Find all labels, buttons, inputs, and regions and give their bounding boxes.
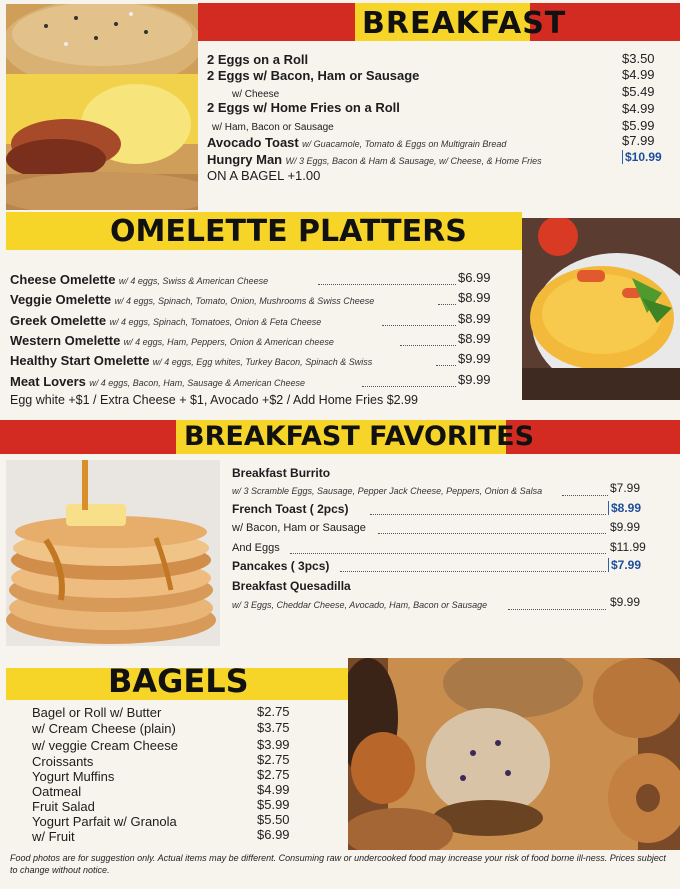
leader-dots bbox=[508, 609, 606, 610]
leader-dots bbox=[378, 533, 606, 534]
list-item bbox=[10, 374, 305, 389]
item-name: Hungry Man bbox=[207, 152, 283, 167]
price: $5.50 bbox=[257, 812, 290, 827]
list-item: 2 Eggs on a Roll bbox=[207, 52, 309, 67]
leader-dots bbox=[438, 304, 456, 305]
price: $9.99 bbox=[458, 351, 491, 366]
list-item bbox=[207, 135, 506, 150]
omelette-title: OMELETTE PLATTERS bbox=[110, 214, 467, 249]
price: $4.99 bbox=[622, 67, 655, 82]
leader-dots bbox=[362, 386, 456, 387]
item-name: Cheese Omelette bbox=[10, 272, 116, 287]
list-item: w/ 3 Eggs, Cheddar Cheese, Avocado, Ham, Bacon or Sausage bbox=[232, 600, 488, 610]
list-item bbox=[10, 333, 334, 348]
leader-dots bbox=[436, 365, 456, 366]
price: $9.99 bbox=[610, 595, 641, 609]
list-item: Yogurt Muffins bbox=[32, 769, 115, 784]
item-detail: w/ 4 eggs, Bacon, Ham, Sausage & American Cheese bbox=[89, 378, 305, 388]
list-item: w/ Cheese bbox=[232, 89, 280, 100]
price: $3.75 bbox=[257, 720, 290, 735]
list-item: Yogurt Parfait w/ Granola bbox=[32, 814, 177, 829]
price: $2.75 bbox=[257, 767, 290, 782]
breakfast-title: BREAKFAST bbox=[362, 6, 567, 41]
list-item: w/ Fruit bbox=[32, 829, 75, 844]
leader-dots bbox=[318, 284, 456, 285]
list-item: Breakfast Burrito bbox=[232, 466, 331, 480]
leader-dots bbox=[370, 514, 606, 515]
list-item: w/ Bacon, Ham or Sausage bbox=[232, 522, 366, 534]
item-name: Avocado Toast bbox=[207, 135, 299, 150]
price: $3.50 bbox=[622, 51, 655, 66]
item-detail: w/ 4 eggs, Swiss & American Cheese bbox=[118, 276, 269, 286]
price: $7.99 bbox=[610, 481, 641, 495]
price: $11.99 bbox=[610, 540, 646, 554]
disclaimer: Food photos are for suggestion only. Actual items may be different. Consuming raw or undercooked food may increase your risk of food borne ill-ness. Prices subject to change without notice. bbox=[10, 853, 666, 875]
price: $9.99 bbox=[610, 520, 641, 534]
price: $5.49 bbox=[622, 84, 655, 99]
bagels-title: BAGELS bbox=[108, 662, 249, 700]
item-detail: w/ 4 eggs, Ham, Peppers, Onion & American cheese bbox=[123, 337, 334, 347]
price: $8.99 bbox=[608, 501, 641, 515]
list-item: Pancakes ( 3pcs) bbox=[232, 559, 330, 573]
list-item bbox=[10, 272, 268, 287]
item-detail: w/ 4 eggs, Spinach, Tomatoes, Onion & Feta Cheese bbox=[109, 317, 322, 327]
list-item bbox=[10, 313, 321, 328]
item-detail: w/ 4 eggs, Spinach, Tomato, Onion, Mushrooms & Swiss Cheese bbox=[114, 296, 375, 306]
item-detail: W/ 3 Eggs, Bacon & Ham & Sausage, w/ Cheese, & Home Fries bbox=[285, 156, 542, 166]
price: $7.99 bbox=[622, 133, 655, 148]
leader-dots bbox=[562, 495, 608, 496]
price: $5.99 bbox=[622, 118, 655, 133]
bagel-note: ON A BAGEL +1.00 bbox=[207, 168, 321, 183]
egg-sandwich-photo bbox=[6, 4, 198, 210]
item-name: Veggie Omelette bbox=[10, 292, 112, 307]
list-item: w/ Cream Cheese (plain) bbox=[32, 721, 176, 736]
list-item bbox=[207, 152, 542, 167]
price: $6.99 bbox=[257, 827, 290, 842]
leader-dots bbox=[340, 571, 606, 572]
price: $2.75 bbox=[257, 704, 290, 719]
list-item: 2 Eggs w/ Home Fries on a Roll bbox=[207, 100, 400, 115]
list-item: w/ veggie Cream Cheese bbox=[32, 738, 178, 753]
list-item: Fruit Salad bbox=[32, 799, 95, 814]
price: $4.99 bbox=[622, 101, 655, 116]
item-name: Healthy Start Omelette bbox=[10, 353, 150, 368]
leader-dots bbox=[382, 325, 456, 326]
item-name: Meat Lovers bbox=[10, 374, 86, 389]
item-name: Western Omelette bbox=[10, 333, 121, 348]
pancakes-photo bbox=[6, 460, 220, 646]
list-item: w/ 3 Scramble Eggs, Sausage, Pepper Jack Cheese, Peppers, Onion & Salsa bbox=[232, 486, 543, 496]
price: $8.99 bbox=[458, 331, 491, 346]
list-item: And Eggs bbox=[232, 542, 280, 554]
price: $5.99 bbox=[257, 797, 290, 812]
price: $2.75 bbox=[257, 752, 290, 767]
price: $4.99 bbox=[257, 782, 290, 797]
item-detail: w/ 4 eggs, Egg whites, Turkey Bacon, Spinach & Swiss bbox=[152, 357, 373, 367]
price: $9.99 bbox=[458, 372, 491, 387]
price: $8.99 bbox=[458, 290, 491, 305]
price: $6.99 bbox=[458, 270, 491, 285]
price: $3.99 bbox=[257, 737, 290, 752]
list-item bbox=[10, 353, 372, 368]
price: $7.99 bbox=[608, 558, 641, 572]
list-item: 2 Eggs w/ Bacon, Ham or Sausage bbox=[207, 68, 420, 83]
omelette-photo bbox=[522, 218, 680, 400]
list-item bbox=[10, 292, 374, 307]
item-name: Greek Omelette bbox=[10, 313, 107, 328]
list-item: Breakfast Quesadilla bbox=[232, 579, 351, 593]
list-item: Croissants bbox=[32, 754, 94, 769]
list-item: w/ Ham, Bacon or Sausage bbox=[212, 122, 334, 133]
omelette-extras: Egg white +$1 / Extra Cheese + $1, Avocado +$2 / Add Home Fries $2.99 bbox=[10, 393, 419, 407]
favorites-title: BREAKFAST FAVORITES bbox=[184, 421, 535, 452]
leader-dots bbox=[290, 553, 606, 554]
price: $10.99 bbox=[622, 150, 662, 164]
list-item: Oatmeal bbox=[32, 784, 82, 799]
leader-dots bbox=[400, 345, 456, 346]
list-item: Bagel or Roll w/ Butter bbox=[32, 705, 162, 720]
price: $8.99 bbox=[458, 311, 491, 326]
item-detail: w/ Guacamole, Tomato & Eggs on Multigrain Bread bbox=[302, 139, 507, 149]
bagels-muffins-photo bbox=[348, 658, 680, 850]
list-item: French Toast ( 2pcs) bbox=[232, 502, 349, 516]
